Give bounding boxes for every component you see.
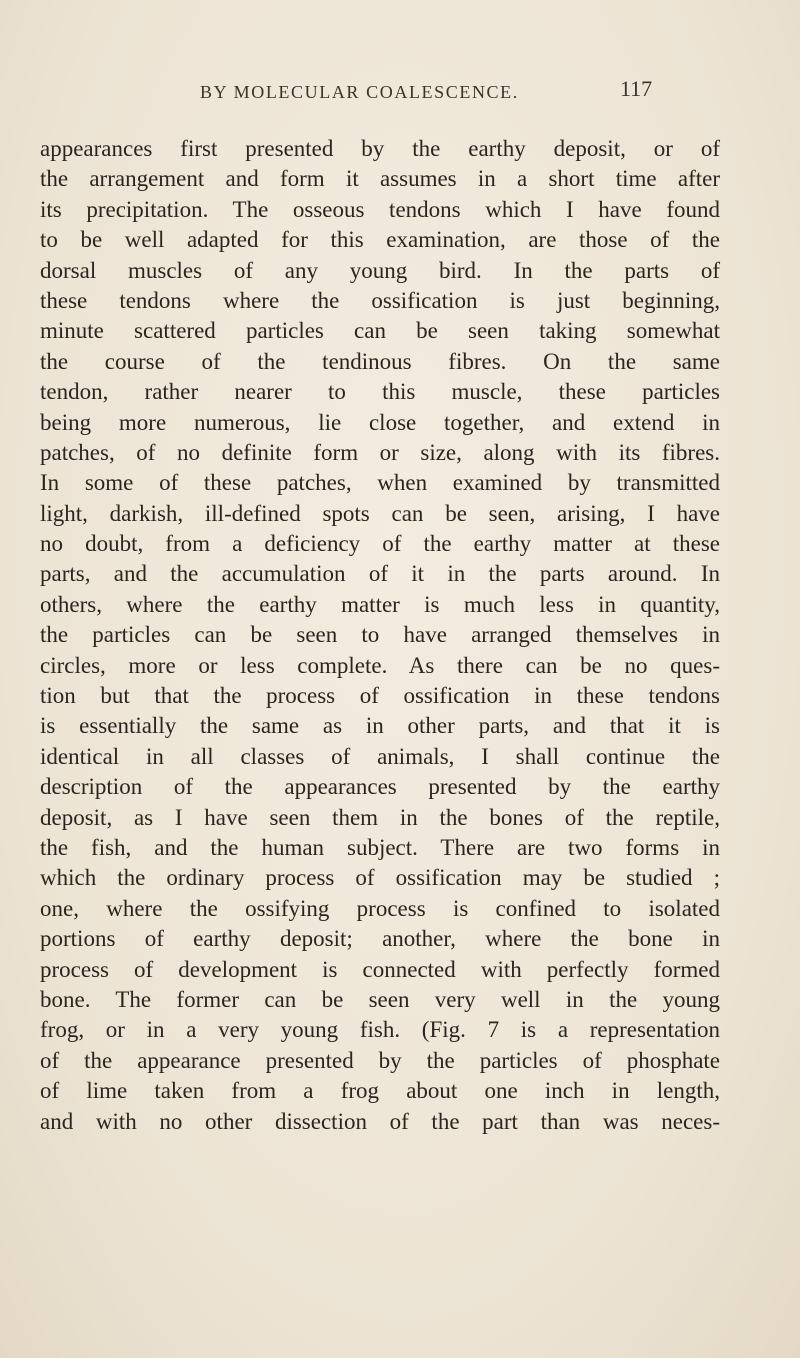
body-text <box>40 134 720 1137</box>
text-line: patches, of no definite form or size, along with its fibres. <box>40 439 720 465</box>
text-line: process of development is connected with perfectly formed <box>40 956 720 982</box>
text-line: the arrangement and form it assumes in a short time after <box>40 166 720 192</box>
text-line: no doubt, from a deficiency of the earthy matter at these <box>40 531 720 557</box>
text-line: deposit, as I have seen them in the bones of the reptile, <box>40 804 720 830</box>
text-line: one, where the ossifying process is confined to isolated <box>40 895 720 921</box>
text-line: portions of earthy deposit; another, where the bone in <box>40 926 720 952</box>
text-line: others, where the earthy matter is much less in quantity, <box>40 591 720 617</box>
text-line: of lime taken from a frog about one inch in length, <box>40 1078 720 1104</box>
text-line: the course of the tendinous fibres. On the same <box>40 348 720 374</box>
text-line: which the ordinary process of ossification may be studied ; <box>40 865 720 891</box>
text-line: the fish, and the human subject. There are two forms in <box>40 834 720 860</box>
text-line: parts, and the accumulation of it in the parts around. In <box>40 561 720 587</box>
text-line: is essentially the same as in other parts, and that it is <box>40 713 720 739</box>
text-line: its precipitation. The osseous tendons which I have found <box>40 196 720 222</box>
text-line: bone. The former can be seen very well in the young <box>40 986 720 1012</box>
text-line: In some of these patches, when examined by transmitted <box>40 470 720 496</box>
text-line: these tendons where the ossification is just beginning, <box>40 287 720 313</box>
text-line: dorsal muscles of any young bird. In the parts of <box>40 257 720 283</box>
text-line: of the appearance presented by the particles of phosphate <box>40 1047 720 1073</box>
text-line: being more numerous, lie close together, and extend in <box>40 409 720 435</box>
text-line: circles, more or less complete. As there can be no ques- <box>40 652 720 678</box>
page-number: 117 <box>620 76 653 101</box>
running-head: BY MOLECULAR COALESCENCE. <box>200 82 519 102</box>
text-line: tion but that the process of ossification in these tendons <box>40 683 720 709</box>
text-line: description of the appearances presented by the earthy <box>40 774 720 800</box>
text-line: minute scattered particles can be seen taking somewhat <box>40 318 720 344</box>
text-line: tendon, rather nearer to this muscle, these particles <box>40 379 720 405</box>
text-line: frog, or in a very young fish. (Fig. 7 is a representation <box>40 1017 720 1043</box>
text-line: to be well adapted for this examination, are those of the <box>40 227 720 253</box>
text-line: light, darkish, ill-defined spots can be seen, arising, I have <box>40 500 720 526</box>
text-line: and with no other dissection of the part than was neces- <box>40 1108 720 1134</box>
text-line: identical in all classes of animals, I shall continue the <box>40 743 720 769</box>
text-line: appearances first presented by the earthy deposit, or of <box>40 136 720 161</box>
text-line: the particles can be seen to have arranged themselves in <box>40 622 720 648</box>
